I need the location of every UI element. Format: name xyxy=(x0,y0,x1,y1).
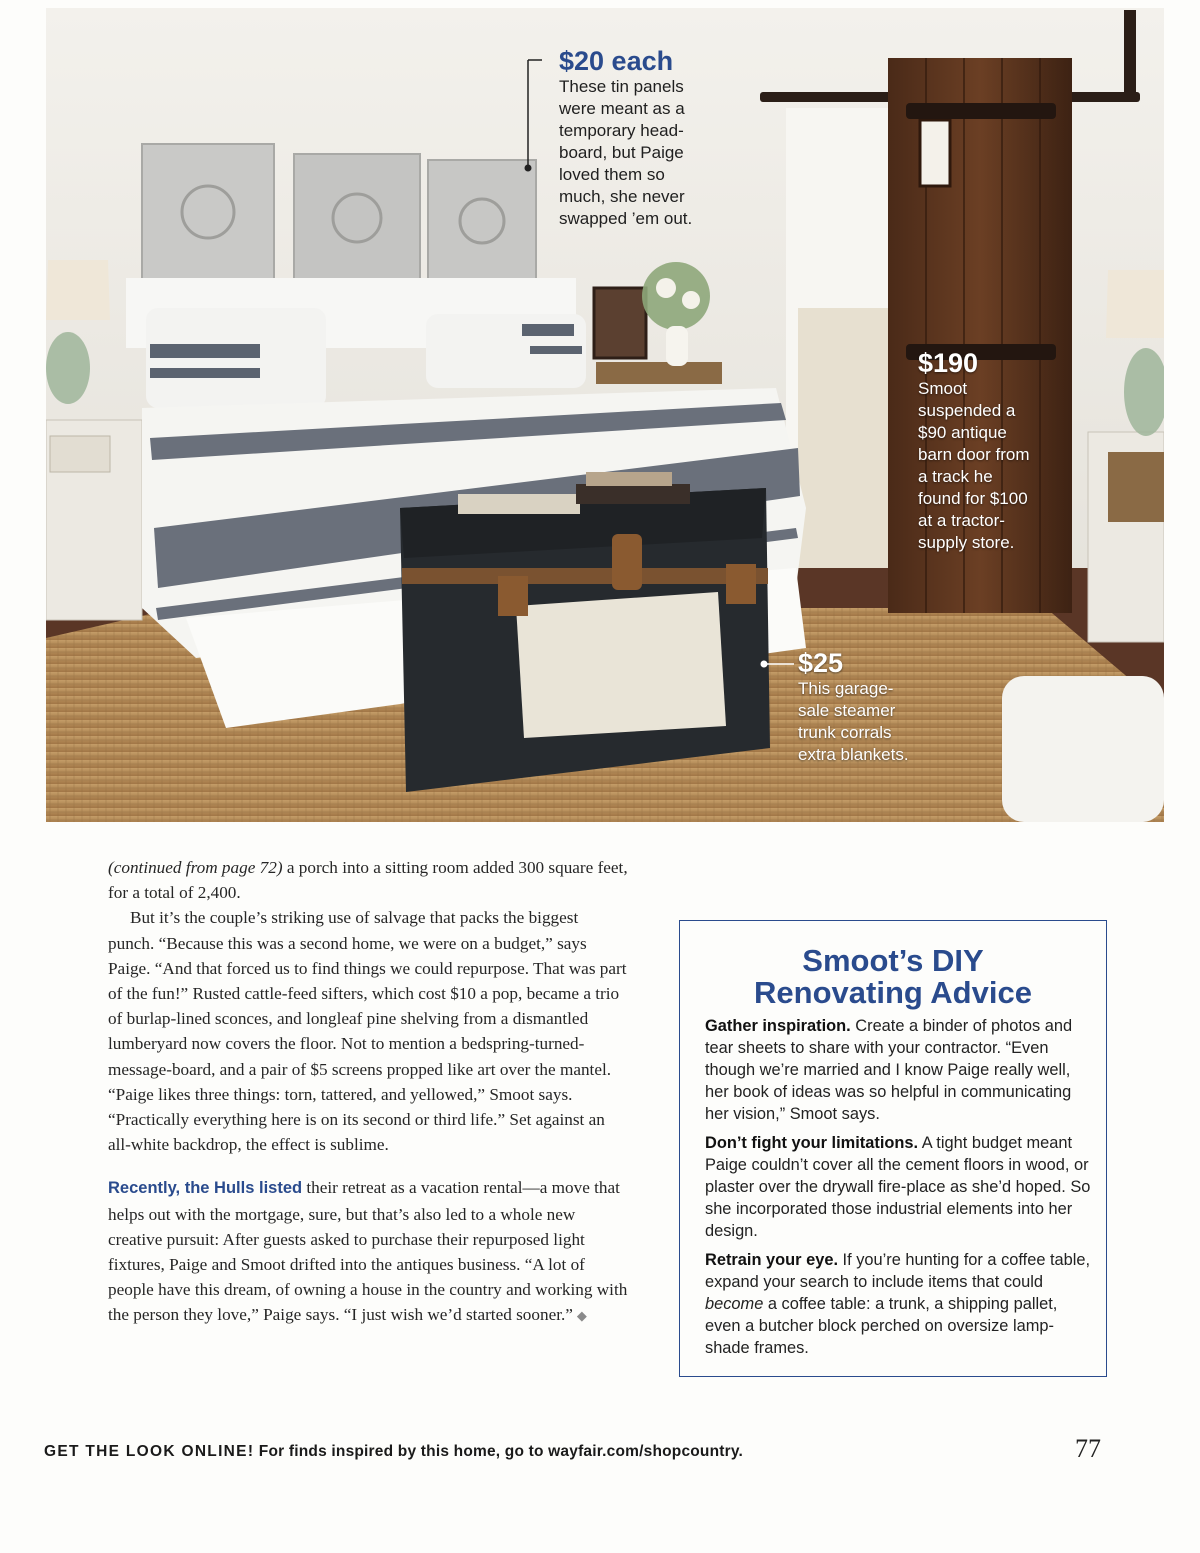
footer-link-text[interactable]: For finds inspired by this home, go to wayfair.com/shopcountry. xyxy=(254,1443,744,1460)
callout-line: suspended a xyxy=(918,401,1016,420)
framed-picture xyxy=(594,288,646,358)
trunk-callout-dot xyxy=(761,661,768,668)
paragraph-text: their retreat as a vacation rental—a move that helps out with the mortgage, sure, but that’s also led to a whole new creative pursuit: After guests asked to purchase their repurposed light fixtures, Paige and Smoot drifted into the antiques business. “A lot of people have this dream, of owning a house in the country and working with the person they love,” Paige says. “I just wish we’d started sooner.” xyxy=(108,1178,628,1325)
article-paragraph: But it’s the couple’s striking use of salvage that packs the biggest punch. “Because this was a second home, we were on a budget,” says Paige. “And that forced us to find things we could repurpose. That was part of the fun!” Rusted cattle-feed sifters, which cost $10 a pop, became a trio of burlap-lined sconces, and longleaf pine shelving from a dismantled lumberyard now covers the floor. Not to mention a bedspring-turned-message-board, and a pair of $5 screens propped like art over the mantel. “Paige likes three things: torn, tattered, and yellowed,” Smoot says. “Practically everything here is on its second or third life.” Set against an all-white backdrop, the effect is sublime. xyxy=(108,908,627,1155)
callout-line: temporary head- xyxy=(559,121,684,140)
callout-line: supply store. xyxy=(918,533,1015,552)
callout-line: These tin panels xyxy=(559,77,684,96)
callout-line: swapped ’em out. xyxy=(559,209,693,228)
continued-from-note: (continued from page 72) xyxy=(108,858,283,877)
callout-line: were meant as a xyxy=(559,99,685,118)
tip-heading: Retrain your eye. xyxy=(705,1251,838,1269)
stack-of-books xyxy=(458,494,580,514)
callout-price: $20 each xyxy=(559,46,674,76)
headboard-callout-dot xyxy=(525,165,532,172)
left-lamp-shade xyxy=(46,260,110,320)
tip-heading: Gather inspiration. xyxy=(705,1017,851,1035)
armchair xyxy=(1002,676,1164,822)
flower-bouquet xyxy=(642,262,710,330)
callout-line: barn door from xyxy=(918,445,1030,464)
tip-text: A tight budget meant Paige couldn’t cover all the cement floors in wood, or plaster over the drywall fire-place as she’d hoped. So she incorporated those industrial elements into her design. xyxy=(705,1134,1091,1240)
callout-line: extra blankets. xyxy=(798,745,909,764)
article-body xyxy=(108,855,628,1329)
callout-line: Smoot xyxy=(918,379,968,398)
footer-promo xyxy=(44,1443,743,1461)
headboard-callout xyxy=(559,46,739,230)
diy-advice-sidebar xyxy=(679,920,1107,1377)
right-lamp-shade xyxy=(1106,270,1164,338)
sidebar-title-line: Smoot’s DIY xyxy=(802,943,984,978)
barn-door-callout xyxy=(918,348,1068,554)
callout-line: a track he xyxy=(918,467,993,486)
callout-line: This garage- xyxy=(798,679,894,698)
trunk-callout xyxy=(798,648,948,766)
tin-panels xyxy=(142,144,536,282)
tip-emphasis: become xyxy=(705,1295,764,1313)
callout-line: much, she never xyxy=(559,187,685,206)
callout-line: $90 antique xyxy=(918,423,1007,442)
strap-hinge xyxy=(906,103,1056,119)
steamer-trunk xyxy=(400,472,770,792)
lead-in: Recently, the Hulls listed xyxy=(108,1179,303,1198)
callout-line: at a tractor- xyxy=(918,511,1005,530)
tip xyxy=(705,1249,1092,1359)
footer-cta: GET THE LOOK ONLINE! xyxy=(44,1443,255,1460)
callout-line: found for $100 xyxy=(918,489,1028,508)
tip xyxy=(705,1132,1092,1242)
tip-text: a coffee table: a trunk, a shipping pallet, even a butcher block perched on oversize lamp-shade frames. xyxy=(705,1295,1058,1357)
article-paragraph xyxy=(108,855,628,905)
sidebar-title-line: Renovating Advice xyxy=(754,975,1032,1010)
end-mark-icon: ◆ xyxy=(576,1308,587,1324)
callout-price: $25 xyxy=(798,648,844,678)
sidebar-title xyxy=(680,945,1106,1009)
callout-line: loved them so xyxy=(559,165,665,184)
tip-text: If you’re hunting for a coffee table, expand your search to include items that could xyxy=(705,1251,1091,1291)
tip-heading: Don’t fight your limitations. xyxy=(705,1134,919,1152)
bedroom-photo xyxy=(46,8,1164,822)
paragraph-text: a porch into a sitting room added 300 square feet, for a total of 2,400. xyxy=(108,858,628,903)
tip-text: Create a binder of photos and tear sheets to share with your contractor. “Even though we’re married and I know Paige really well, her book of ideas was so helpful in communicating her vision,” Smoot says. xyxy=(705,1017,1073,1123)
tip xyxy=(705,1015,1092,1125)
article-paragraph xyxy=(108,1175,628,1328)
callout-line: board, but Paige xyxy=(559,143,684,162)
callout-line: sale steamer xyxy=(798,701,896,720)
page-number: 77 xyxy=(1075,1434,1101,1463)
callout-price: $190 xyxy=(918,348,979,378)
callout-line: trunk corrals xyxy=(798,723,892,742)
